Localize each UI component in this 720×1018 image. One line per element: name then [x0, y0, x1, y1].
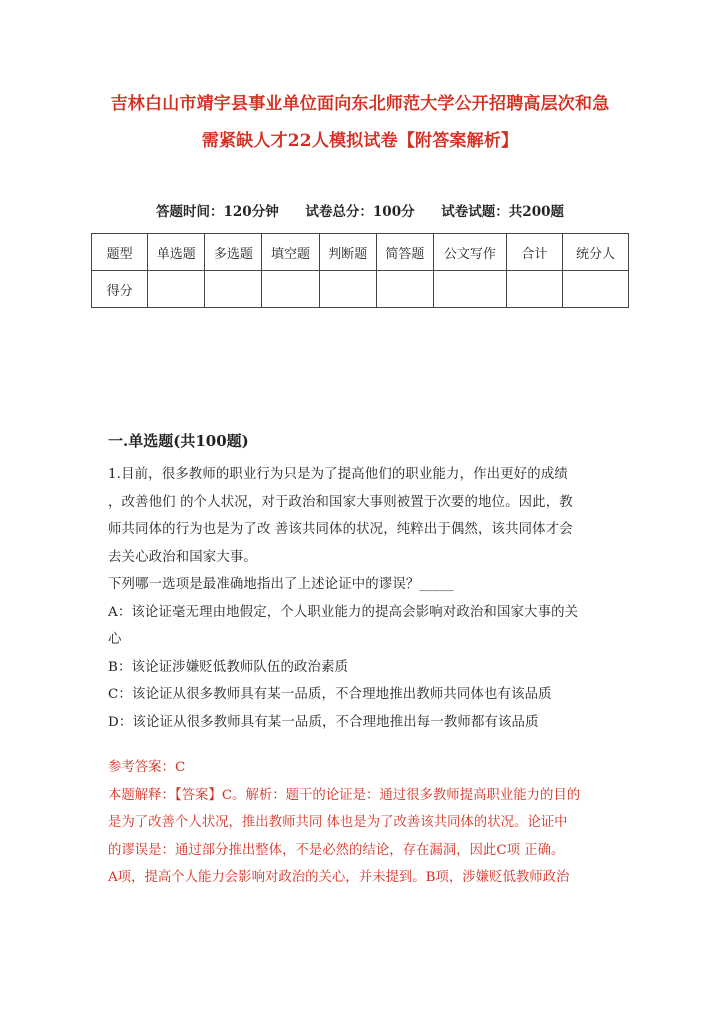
score-cell [148, 271, 205, 308]
score-row-label: 得分 [92, 271, 148, 308]
score-cell [433, 271, 506, 308]
exam-total-score: 试卷总分：100分 [305, 204, 415, 220]
explanation-line: A项，提高个人能力会影响对政治的关心，并未提到。B项，涉嫌贬低教师政治 [108, 870, 570, 885]
option-b: B：该论证涉嫌贬低教师队伍的政治素质 [108, 659, 349, 675]
question-1 [108, 461, 618, 736]
reference-answer: 参考答案：C [108, 760, 186, 775]
score-header-cell: 单选题 [148, 234, 205, 271]
score-table [91, 233, 629, 308]
score-cell [319, 271, 376, 308]
option-d: D：该论证从很多教师具有某一品质，不合理地推出每一教师都有该品质 [108, 714, 539, 730]
score-header-cell: 题型 [92, 234, 148, 271]
option-c: C：该论证从很多教师具有某一品质，不合理地推出教师共同体也有该品质 [108, 687, 552, 702]
explanation-line: 本题解释：【答案】C。解析：题干的论证是：通过很多教师提高职业能力的目的 [108, 787, 581, 803]
score-cell [562, 271, 628, 308]
title-line-2: 需紧缺人才22人模拟试卷【附答案解析】 [201, 131, 519, 151]
question-stem-line: ，改善他们 的个人状况，对于政治和国家大事则被置于次要的地位。因此，教 [108, 494, 573, 510]
exam-question-count: 试卷试题：共200题 [441, 204, 564, 220]
score-header-cell: 多选题 [205, 234, 262, 271]
question-content [108, 430, 618, 892]
question-stem-line: 师共同体的行为也是为了改 善该共同体的状况，纯粹出于偶然，该共同体才会 [108, 522, 573, 537]
explanation-line: 的谬误是：通过部分推出整体，不是必然的结论，存在漏洞，因此C项 正确。 [108, 842, 565, 858]
explanation-line: 是为了改善个人状况，推出教师共同 体也是为了改善该共同体的状况。论证中 [108, 815, 568, 830]
score-cell [506, 271, 562, 308]
question-prompt: 下列哪一选项是最准确地指出了上述论证中的谬误？_____ [108, 577, 454, 592]
exam-meta [0, 200, 720, 220]
question-stem-line: 去关心政治和国家大事。 [108, 549, 257, 565]
exam-time: 答题时间：120分钟 [156, 204, 279, 220]
score-header-cell: 合计 [506, 234, 562, 271]
title-line-1: 吉林白山市靖宇县事业单位面向东北师范大学公开招聘高层次和急 [110, 94, 610, 114]
score-cell [262, 271, 319, 308]
score-header-cell: 判断题 [319, 234, 376, 271]
score-table-header-row [92, 234, 629, 271]
score-header-cell: 公文写作 [433, 234, 506, 271]
section-heading: 一.单选题(共100题) [108, 432, 249, 450]
score-header-cell: 统分人 [562, 234, 628, 271]
score-header-cell: 简答题 [376, 234, 433, 271]
score-cell [205, 271, 262, 308]
question-stem-line: 1.目前，很多教师的职业行为只是为了提高他们的职业能力，作出更好的成绩 [108, 467, 568, 482]
option-a: A：该论证毫无理由地假定，个人职业能力的提高会影响对政治和国家大事的关 [108, 604, 579, 620]
score-cell [376, 271, 433, 308]
score-table-score-row [92, 271, 629, 308]
option-a-continued: 心 [108, 632, 122, 647]
document-title [100, 86, 620, 160]
answer-block [108, 754, 618, 892]
score-header-cell: 填空题 [262, 234, 319, 271]
